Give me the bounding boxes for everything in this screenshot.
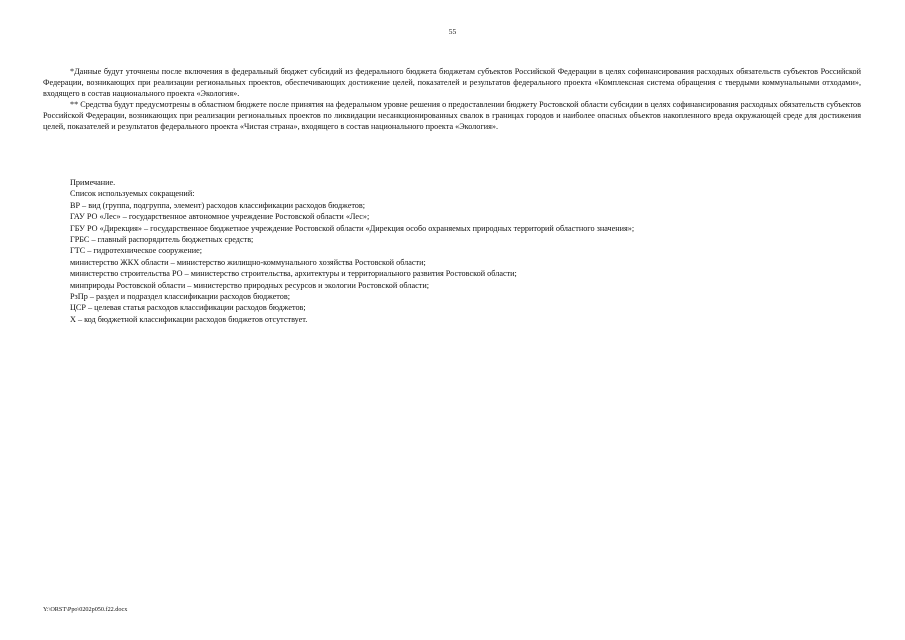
abbreviations-note [70,177,860,325]
abbreviation-item: ГРБС – главный распорядитель бюджетных средств; [70,235,254,245]
abbreviation-item: ВР – вид (группа, подгруппа, элемент) расходов классификации расходов бюджетов; [70,200,366,210]
abbreviation-item: ГТС – гидротехническое сооружение; [70,246,203,256]
abbreviation-item: минприроды Ростовской области – министерство природных ресурсов и экологии Ростовской области; [70,280,429,290]
abbreviation-item: ЦСР – целевая статья расходов классификации расходов бюджетов; [70,303,306,313]
page-number: 55 [448,27,457,36]
abbreviation-item: РзПр – раздел и подраздел классификации расходов бюджетов; [70,292,291,302]
abbreviation-item: министерство строительства РО – министерство строительства, архитектуры и территориального развития Ростовской области; [70,269,517,279]
document-file-path: Y:\ORST\Ppo\0202p050.f22.docx [43,606,128,613]
abbreviation-item: ГБУ РО «Дирекция» – государственное бюджетное учреждение Ростовской области «Дирекция особо охраняемых природных территорий областного значения»; [70,223,635,233]
note-title: Примечание. [70,178,116,187]
abbreviation-item: министерство ЖКХ области – министерство жилищно-коммунального хозяйства Ростовской области; [70,257,426,267]
footnote-single-asterisk: *Данные будут уточнены после включения в федеральный бюджет субсидий из федерального бюджета бюджетам субъектов Российской Федерации в целях софинансирования расходных обязательств субъектов Российской Федерации, возникающих при реализации региональных проектов, обеспечивающих достижение целей, показателей и результатов федерального проекта «Комплексная система обращения с твердыми коммунальными отходами», входящего в состав национального проекта «Экология». [43,67,861,98]
abbreviation-item: Х – код бюджетной классификации расходов бюджетов отсутствует. [70,314,308,324]
footnote-double-asterisk: ** Средства будут предусмотрены в областном бюджете после принятия на федеральном уровне решения о предоставлении бюджету Ростовской области субсидии в целях софинансирования расходных обязательств субъектов Российской Федерации, возникающих при реализации региональных проектов по ликвидации несанкционированных свалок в границах городов и наиболее опасных объектов накопленного вреда окружающей среде для достижения целей, показателей и результатов федерального проекта «Чистая страна», входящего в состав национального проекта «Экология». [43,100,861,131]
abbreviation-item: ГАУ РО «Лес» – государственное автономное учреждение Ростовской области «Лес»; [70,212,370,222]
footnotes [43,66,861,132]
note-subtitle: Список используемых сокращений: [70,189,195,199]
